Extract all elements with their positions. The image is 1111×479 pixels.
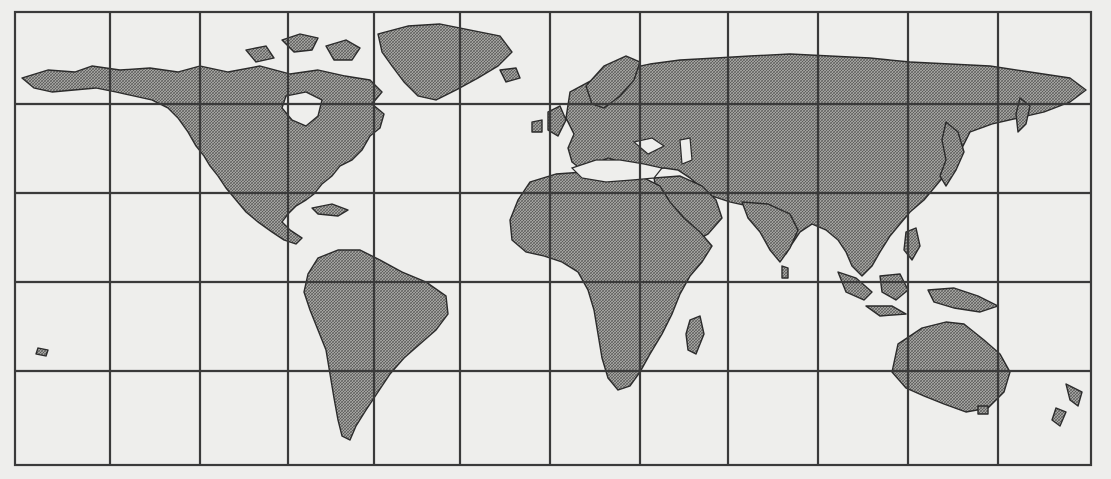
hawaii <box>36 348 48 356</box>
british-isles <box>532 120 542 132</box>
caspian-sea <box>680 138 692 164</box>
sri-lanka <box>782 266 788 278</box>
tasmania <box>978 406 988 414</box>
